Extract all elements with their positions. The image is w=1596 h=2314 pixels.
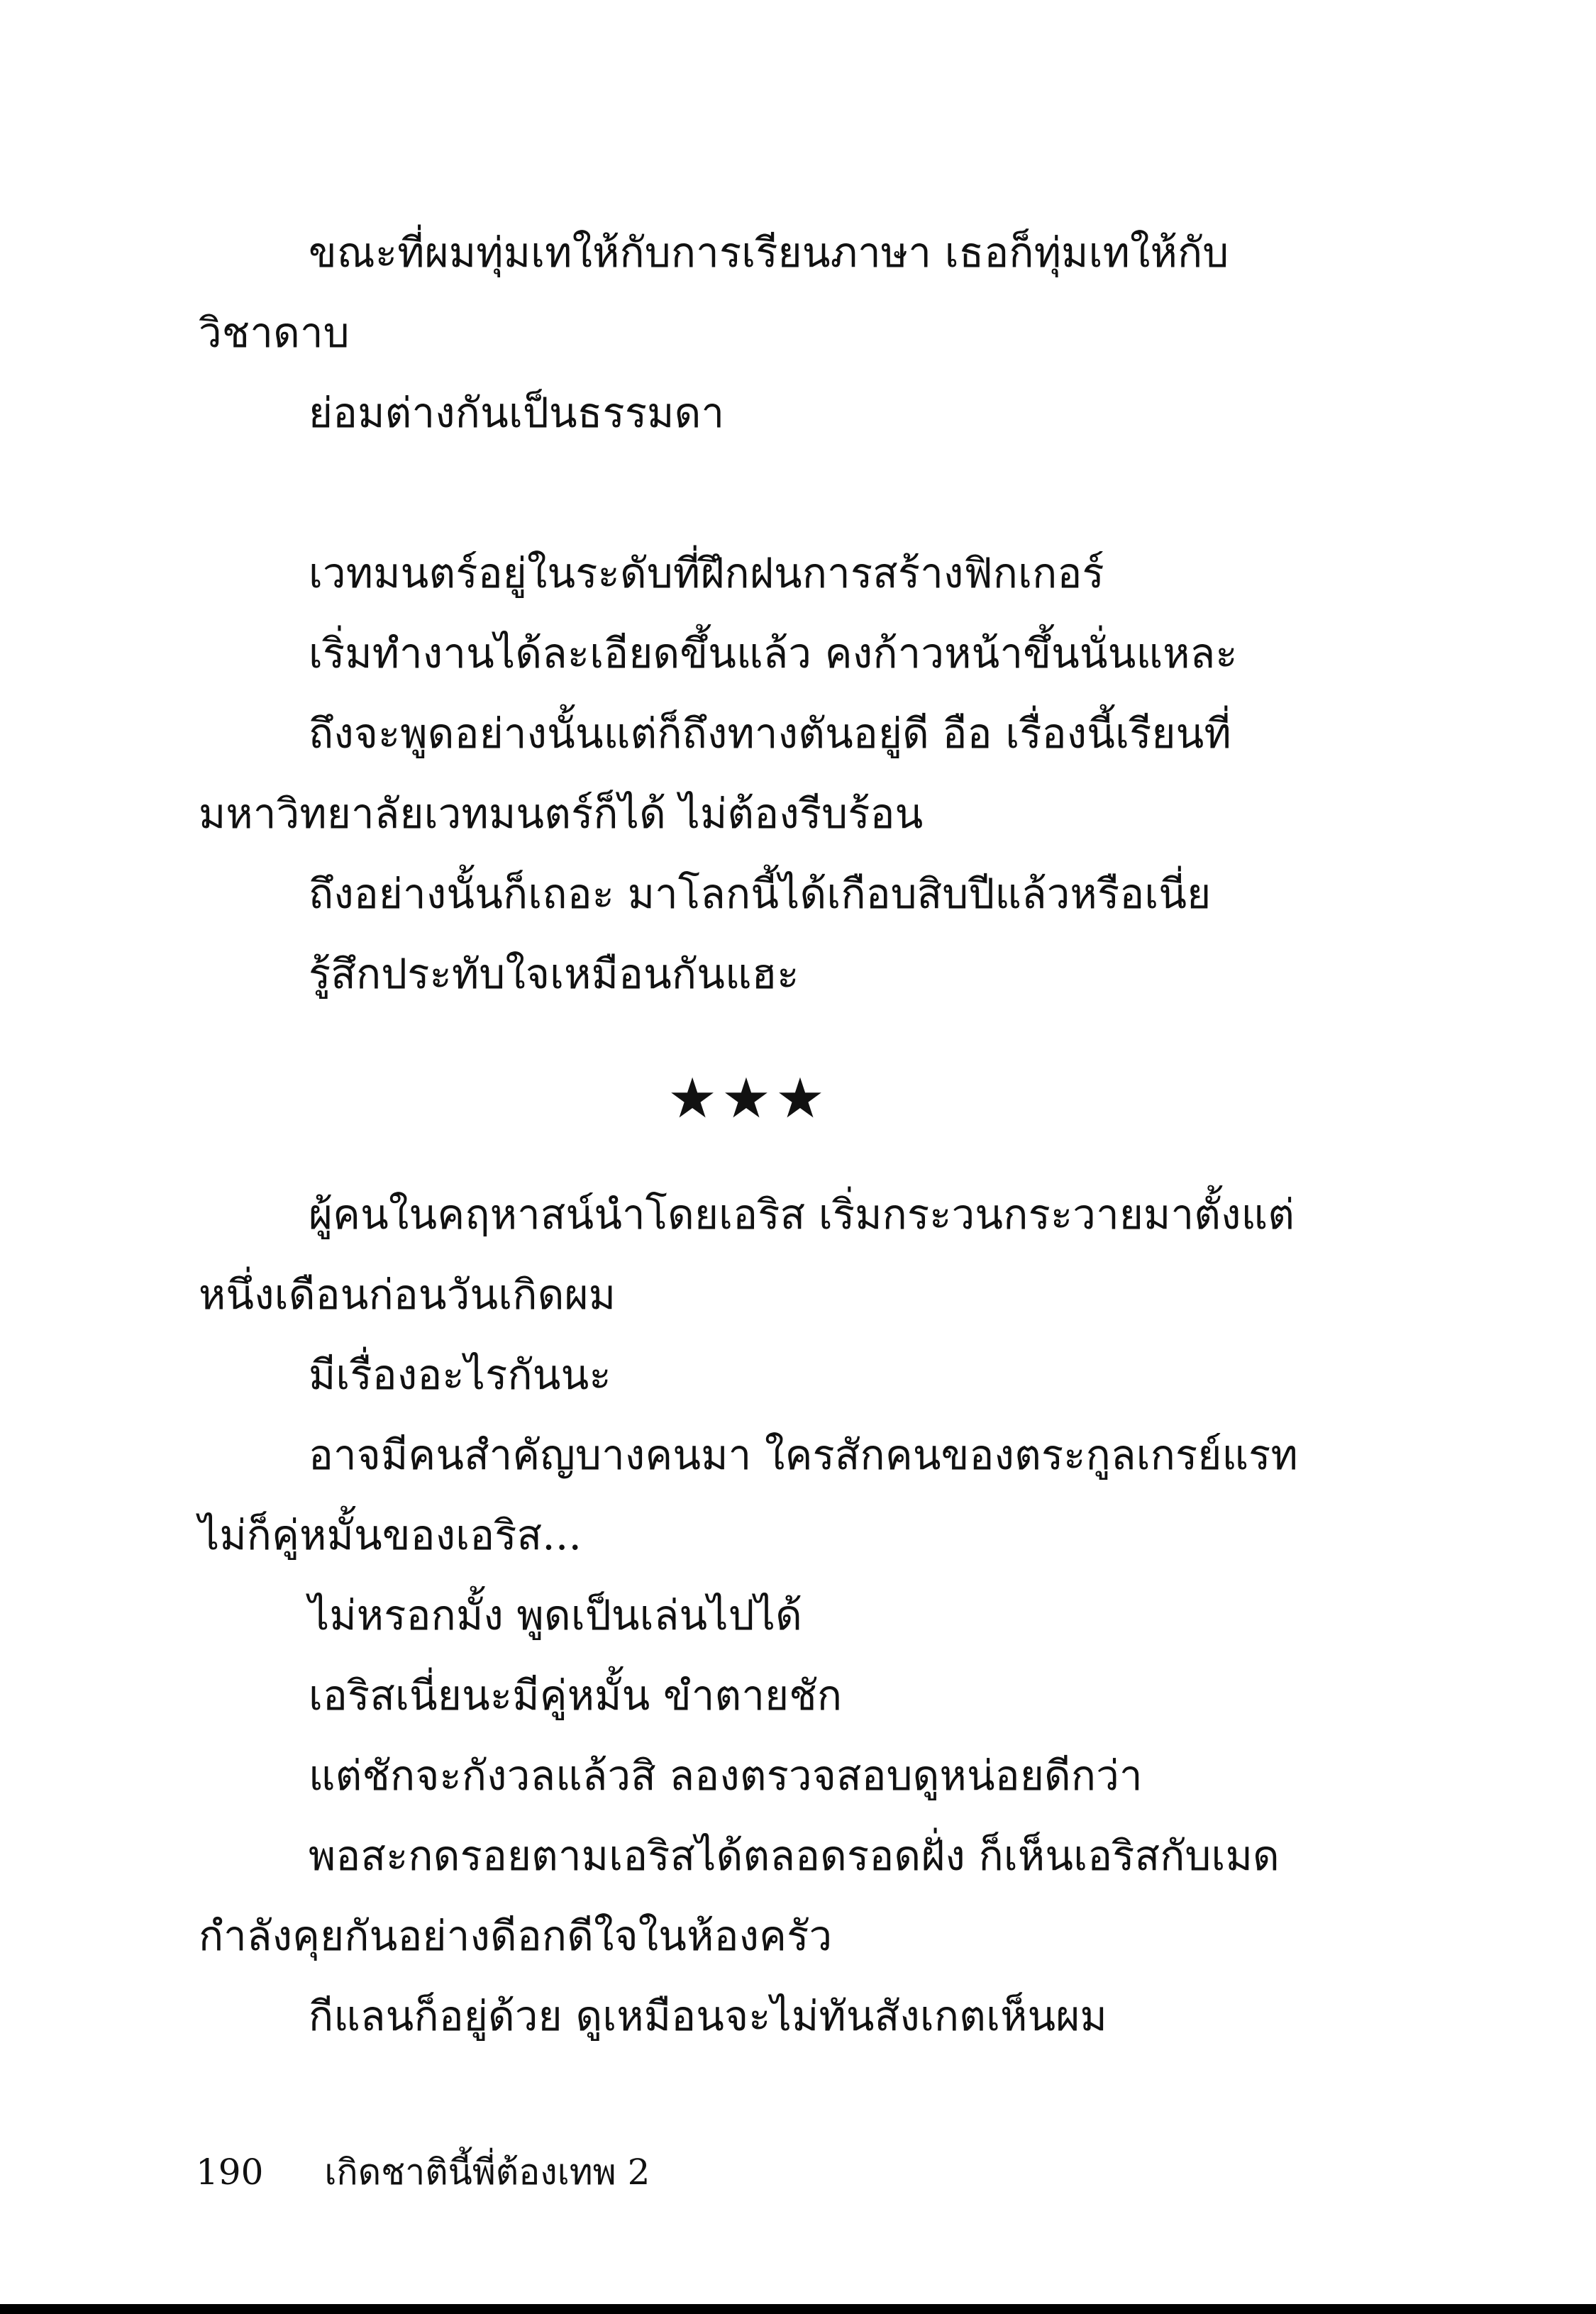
body-text xyxy=(199,213,1312,2056)
paragraph: ถึงจะพูดอย่างนั้นแต่ก็ถึงทางตันอยู่ดี อือ เรื่องนี้เรียนที่มหาวิทยาลัยเวทมนตร์ก็ได้ ไม่ต้องรีบร้อน xyxy=(199,709,1231,838)
page-footer xyxy=(196,2151,650,2193)
paragraph: ผู้คนในคฤหาสน์นำโดยเอริส เริ่มกระวนกระวายมาตั้งแต่หนึ่งเดือนก่อนวันเกิดผม xyxy=(199,1190,1295,1319)
paragraph: ไม่หรอกมั้ง พูดเป็นเล่นไปได้ xyxy=(309,1591,802,1639)
paragraph: เริ่มทำงานได้ละเอียดขึ้นแล้ว คงก้าวหน้าขึ้นนั่นแหละ xyxy=(309,629,1238,677)
book-title: เกิดชาตินี้พี่ต้องเทพ 2 xyxy=(324,2152,650,2193)
paragraph-gap xyxy=(199,453,1298,533)
paragraph: เวทมนตร์อยู่ในระดับที่ฝึกฝนการสร้างฟิกเกอร์ xyxy=(309,549,1104,597)
page-number: 190 xyxy=(196,2152,264,2193)
paragraph: ถึงอย่างนั้นก็เถอะ มาโลกนี้ได้เกือบสิบปีแล้วหรือเนี่ย xyxy=(309,870,1212,918)
paragraph: เอริสเนี่ยนะมีคู่หมั้น ขำตายชัก xyxy=(309,1671,843,1720)
paragraph: พอสะกดรอยตามเอริสได้ตลอดรอดฝั่ง ก็เห็นเอริสกับเมดกำลังคุยกันอย่างดีอกดีใจในห้องครัว xyxy=(199,1832,1280,1960)
scene-break-stars: ★★★ xyxy=(667,1067,829,1131)
paragraph: มีเรื่องอะไรกันนะ xyxy=(309,1351,611,1399)
paragraph: รู้สึกประทับใจเหมือนกันแฮะ xyxy=(309,950,799,998)
paragraph: กีแลนก็อยู่ด้วย ดูเหมือนจะไม่ทันสังเกตเห็นผม xyxy=(309,1992,1107,2040)
paragraph: ย่อมต่างกันเป็นธรรมดา xyxy=(309,389,725,437)
paragraph: ขณะที่ผมทุ่มเทให้กับการเรียนภาษา เธอก็ทุ่มเทให้กับวิชาดาบ xyxy=(199,228,1229,357)
paragraph: อาจมีคนสำคัญบางคนมา ใครสักคนของตระกูลเกรย์แรท ไม่ก็คู่หมั้นของเอริส... xyxy=(199,1431,1312,1559)
bottom-border xyxy=(0,2304,1596,2314)
paragraph: แต่ชักจะกังวลแล้วสิ ลองตรวจสอบดูหน่อยดีกว่า xyxy=(309,1751,1143,1800)
